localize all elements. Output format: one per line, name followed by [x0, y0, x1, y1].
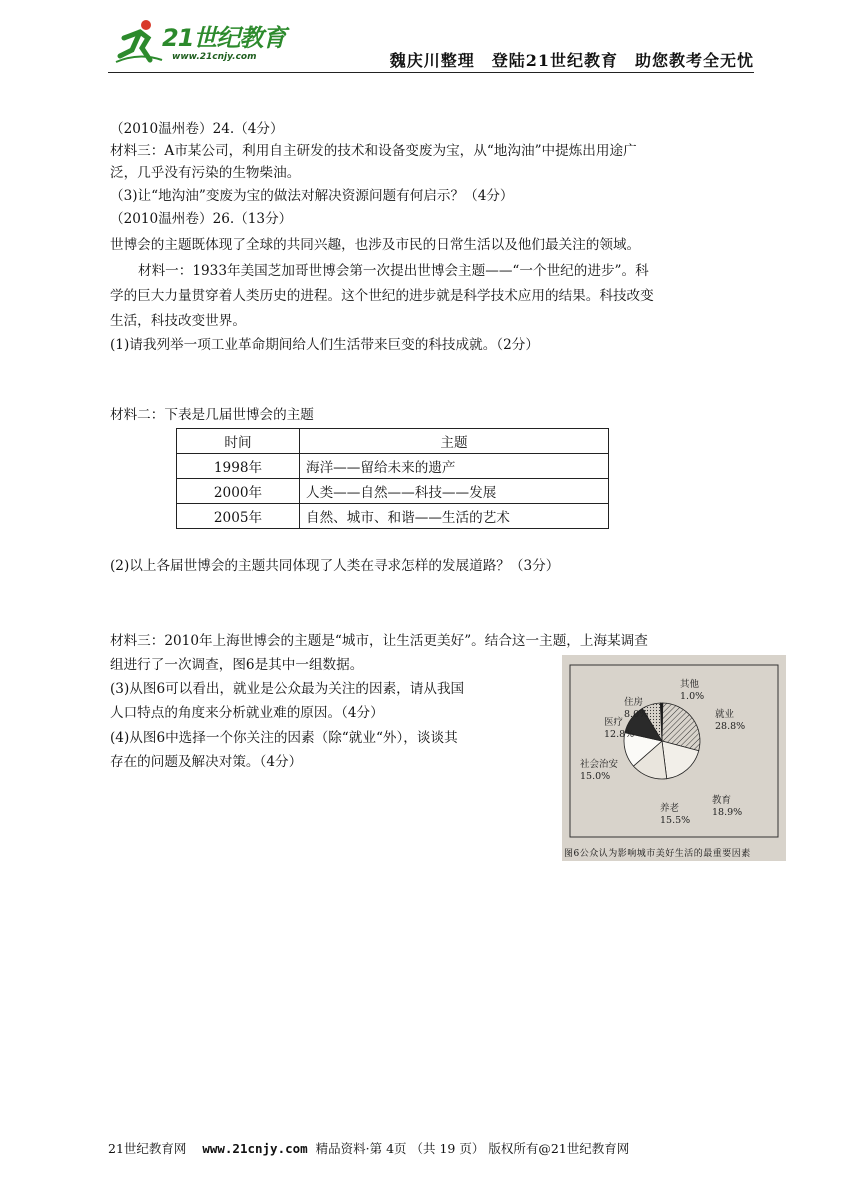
pie-slice-value: 8.0% — [624, 709, 649, 720]
footer-site: 21世纪教育网 — [108, 1141, 187, 1156]
pie-slice-value: 28.8% — [715, 721, 746, 732]
pie-slice-name: 就业 — [715, 709, 735, 720]
material-3-text: 材料三：A市某公司，利用自主研发的技术和设备变废为宝，从“地沟油”中提炼出用途广 — [110, 143, 637, 159]
table-cell: 1998年 — [177, 454, 300, 479]
header-slogan: 魏庆川整理 登陆21世纪教育 助您教考全无忧 — [389, 51, 754, 70]
question-26-heading: （2010温州卷）26.（13分） — [110, 211, 293, 227]
question-24-3: （3)让“地沟油”变废为宝的做法对解决资源问题有何启示？（4分） — [110, 188, 514, 204]
runner-icon — [114, 16, 164, 66]
question-26-4: (4)从图6中选择一个你关注的因素（除“就业“外），谈谈其 — [110, 730, 458, 746]
material-1-text-end: 生活，科技改变世界。 — [110, 313, 246, 329]
question-26-3-cont: 人口特点的角度来分析就业难的原因。（4分） — [110, 705, 384, 721]
pie-slice-value: 12.8% — [604, 729, 635, 740]
page-header — [108, 14, 754, 72]
figure-6-pie-chart — [562, 655, 786, 861]
pie-slice-value: 1.0% — [680, 691, 705, 702]
pie-slice-value: 18.9% — [712, 807, 743, 818]
expo-themes-table — [176, 428, 609, 529]
pie-slice-name: 住房 — [624, 697, 644, 708]
table-row — [177, 454, 609, 479]
table-header-row — [177, 429, 609, 454]
material-1-text-cont: 学的巨大力量贯穿着人类历史的进程。这个世纪的进步就是科学技术应用的结果。科技改变 — [110, 288, 654, 304]
table-cell: 人类——自然——科技——发展 — [300, 479, 609, 504]
table-cell: 2000年 — [177, 479, 300, 504]
table-row — [177, 479, 609, 504]
table-header-cell: 主题 — [300, 429, 609, 454]
pie-slice-name: 教育 — [712, 795, 732, 806]
expo-intro: 世博会的主题既体现了全球的共同兴趣，也涉及市民的日常生活以及他们最关注的领域。 — [110, 237, 641, 253]
material-3b-text-cont: 组进行了一次调查，图6是其中一组数据。 — [110, 657, 364, 673]
table-header-cell: 时间 — [177, 429, 300, 454]
header-divider — [108, 72, 754, 73]
table-cell: 自然、城市、和谐——生活的艺术 — [300, 504, 609, 529]
question-26-1: (1)请我列举一项工业革命期间给人们生活带来巨变的科技成就。（2分） — [110, 337, 539, 353]
pie-slice-value: 15.0% — [580, 771, 611, 782]
pie-slice-name: 养老 — [660, 803, 680, 814]
logo-url: www.21cnjy.com — [172, 52, 257, 62]
question-26-3: (3)从图6可以看出，就业是公众最为关注的因素，请从我国 — [110, 681, 465, 697]
pie-slice-name: 其他 — [680, 679, 700, 690]
question-24-heading: （2010温州卷）24.（4分） — [110, 121, 284, 137]
table-cell: 2005年 — [177, 504, 300, 529]
question-26-2: (2)以上各届世博会的主题共同体现了人类在寻求怎样的发展道路？（3分） — [110, 558, 560, 574]
question-26-4-cont: 存在的问题及解决对策。（4分） — [110, 754, 303, 770]
page-footer — [108, 1139, 629, 1157]
table-row — [177, 504, 609, 529]
site-logo — [114, 16, 304, 68]
pie-chart-svg — [562, 655, 786, 845]
material-2-intro: 材料二：下表是几届世博会的主题 — [110, 407, 314, 423]
figure-caption: 图6公众认为影响城市美好生活的最重要因素 — [564, 849, 751, 859]
material-3b-text: 材料三：2010年上海世博会的主题是“城市，让生活更美好”。结合这一主题，上海某调查 — [110, 633, 648, 649]
footer-page-info: 精品资料·第 4页 （共 19 页） 版权所有@21世纪教育网 — [315, 1141, 630, 1156]
material-3-text-cont: 泛，几乎没有污染的生物柴油。 — [110, 165, 301, 181]
pie-slice-value: 15.5% — [660, 815, 691, 826]
logo-text: 21世纪教育 — [162, 24, 286, 52]
table-cell: 海洋——留给未来的遗产 — [300, 454, 609, 479]
pie-slice-name: 社会治安 — [580, 759, 619, 770]
pie-slice-name: 医疗 — [604, 717, 624, 728]
material-1-text: 材料一：1933年美国芝加哥世博会第一次提出世博会主题——“一个世纪的进步”。科 — [138, 263, 649, 279]
footer-url[interactable]: www.21cnjy.com — [202, 1141, 308, 1156]
